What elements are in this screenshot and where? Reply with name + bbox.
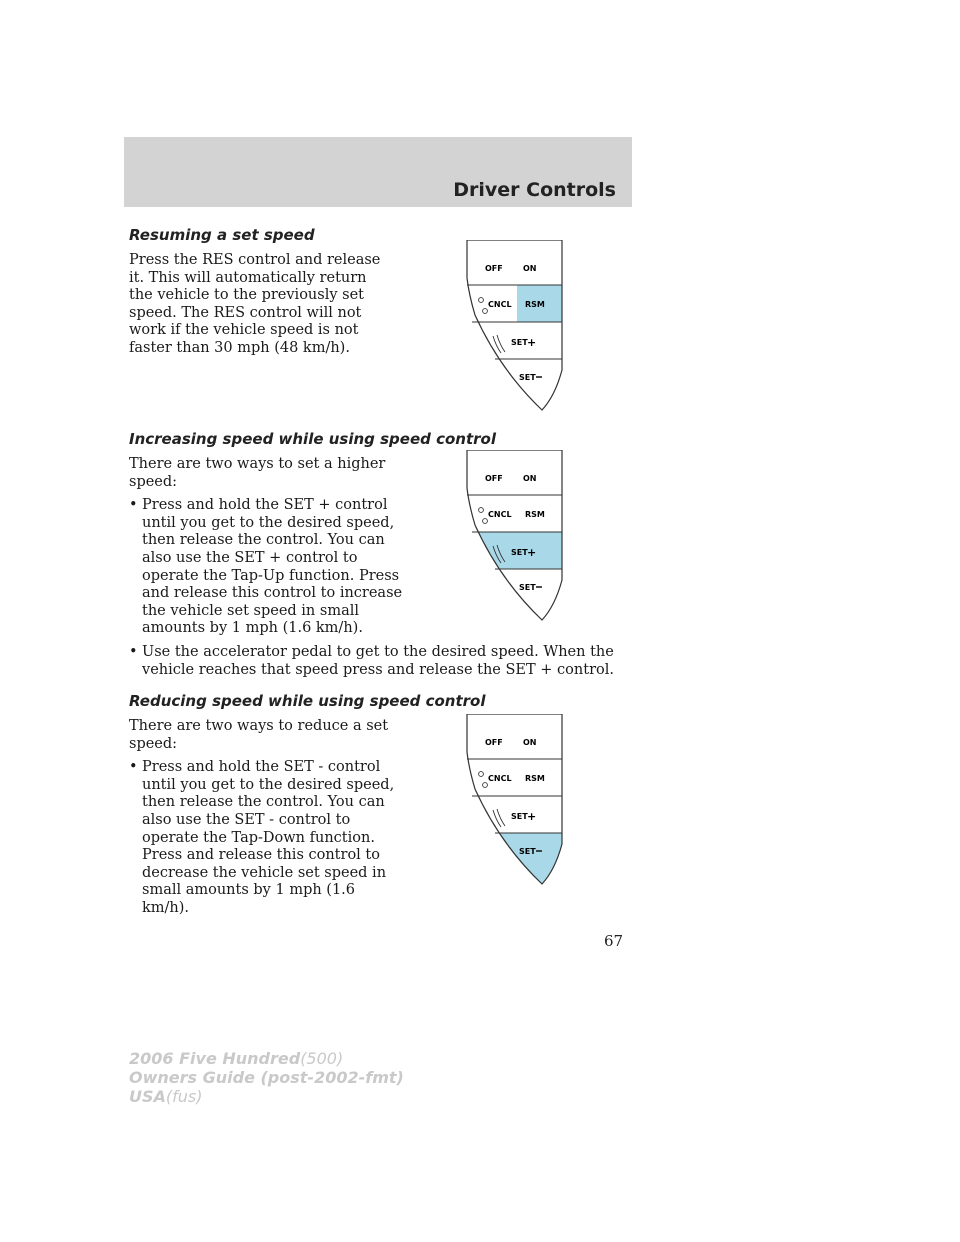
- bullet-glyph: •: [129, 643, 138, 660]
- control-outline: [467, 240, 562, 410]
- indicator-icon: [479, 772, 484, 777]
- paragraph: There are two ways to set a higher speed:: [129, 456, 386, 490]
- page-number: 67: [604, 932, 624, 950]
- footer-market-code: (fus): [165, 1087, 203, 1106]
- label-rsm: RSM: [525, 774, 545, 783]
- label-cncl: CNCL: [488, 300, 512, 309]
- list-item-text: Press and hold the SET - control until you get to the desired speed, then release the control. You can also use the SET - control to operate the Tap-Down function. Press and release this control to decrease the vehicle set speed in small amounts by 1 mph (1.6 km/h).: [142, 759, 395, 916]
- footer-line: [129, 1068, 404, 1087]
- list-item: [129, 644, 622, 679]
- indicator-icon: [479, 298, 484, 303]
- bullet-glyph: •: [129, 759, 138, 776]
- indicator-icon: [483, 309, 488, 314]
- label-set-plus: SET: [511, 338, 528, 347]
- speed-control-diagram-rsm: [465, 240, 565, 420]
- list-item-text: Use the accelerator pedal to get to the desired speed. When the vehicle reaches that speed press and release the SET + control.: [142, 643, 614, 678]
- label-cncl: CNCL: [488, 774, 512, 783]
- indicator-icon: [483, 783, 488, 788]
- label-off: OFF: [485, 738, 503, 747]
- footer-market: USA: [129, 1087, 166, 1106]
- label-set-minus: SET: [519, 583, 536, 592]
- footer-line: [129, 1087, 404, 1106]
- bullet-glyph: •: [129, 497, 138, 514]
- section-heading: Reducing speed while using speed control: [129, 692, 486, 710]
- label-rsm: RSM: [525, 510, 545, 519]
- footer-guide: Owners Guide (post-2002-fmt): [129, 1068, 404, 1087]
- plus-icon: +: [527, 336, 537, 349]
- header-band: [124, 137, 632, 207]
- footer-model-code: (500): [300, 1049, 344, 1068]
- label-on: ON: [523, 474, 537, 483]
- indicator-icon: [483, 519, 488, 524]
- label-set-minus: SET: [519, 373, 536, 382]
- label-cncl: CNCL: [488, 510, 512, 519]
- page-header-title: Driver Controls: [453, 179, 616, 201]
- plus-icon: +: [527, 810, 537, 823]
- label-on: ON: [523, 264, 537, 273]
- label-set-plus: SET: [511, 812, 528, 821]
- label-set-plus: SET: [511, 548, 528, 557]
- list-item: [129, 759, 404, 917]
- section-heading: Resuming a set speed: [129, 226, 315, 244]
- paragraph: Press the RES control and release it. This will automatically return the vehicle to the previously set speed. The RES control will not work if the vehicle speed is not faster than 30 mph (48 km/h).: [129, 252, 381, 356]
- label-off: OFF: [485, 474, 503, 483]
- indicator-icon: [479, 508, 484, 513]
- speed-control-diagram-set-minus: [465, 714, 565, 894]
- paragraph: There are two ways to reduce a set speed:: [129, 718, 389, 752]
- list-item: [129, 497, 404, 638]
- label-set-minus: SET: [519, 847, 536, 856]
- label-rsm: RSM: [525, 300, 545, 309]
- footer: [129, 1049, 404, 1106]
- section-heading: Increasing speed while using speed control: [129, 430, 496, 448]
- plus-icon: +: [527, 546, 537, 559]
- footer-line: [129, 1049, 404, 1068]
- set-minus-highlight: [465, 833, 565, 894]
- label-on: ON: [523, 738, 537, 747]
- speed-control-diagram-set-plus: [465, 450, 565, 630]
- list-item-text: Press and hold the SET + control until you get to the desired speed, then release the control. You can also use the SET + control to operate the Tap-Up function. Press and release this control to increase the vehicle set speed in small amounts by 1 mph (1.6 km/h).: [142, 497, 403, 637]
- label-off: OFF: [485, 264, 503, 273]
- footer-model: 2006 Five Hundred: [129, 1049, 301, 1068]
